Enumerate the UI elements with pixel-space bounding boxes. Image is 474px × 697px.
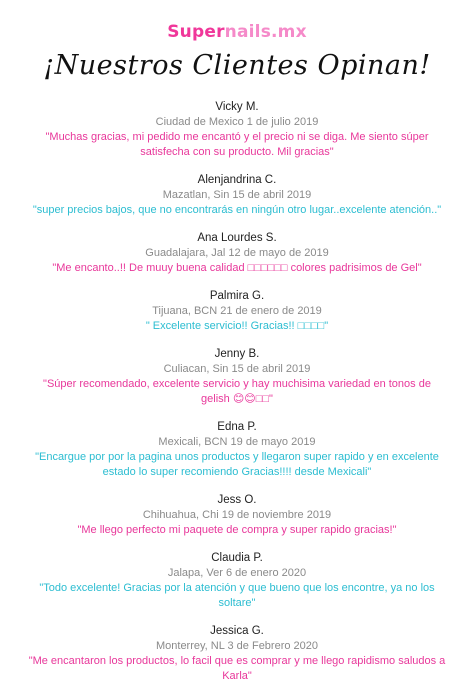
review-location-date: Culiacan, Sin 15 de abril 2019 [163, 363, 311, 375]
reviewer-name: Palmira G. [209, 290, 265, 302]
review-item [0, 289, 474, 334]
review-list [0, 100, 474, 697]
reviewer-name: Jessica G. [210, 625, 264, 637]
reviewer-name: Vicky M. [215, 101, 259, 113]
brand-logo-part2: nails.mx [224, 22, 307, 42]
page-title: ¡Nuestros Clientes Opinan! [43, 50, 431, 81]
review-quote: " Excelente servicio!! Gracias!! □□□□" [145, 320, 329, 332]
review-location-date: Guadalajara, Jal 12 de mayo de 2019 [145, 247, 329, 259]
brand-logo [0, 22, 474, 42]
review-quote: "super precios bajos, que no encontrarás en ningún otro lugar..excelente atención.." [32, 204, 442, 216]
review-location-date: Jalapa, Ver 6 de enero 2020 [167, 567, 307, 579]
reviewer-name: Alenjandrina C. [197, 174, 277, 186]
review-location-date: Mazatlan, Sin 15 de abril 2019 [162, 189, 312, 201]
review-item [0, 624, 474, 684]
review-quote: "Súper recomendado, excelente servicio y hay muchisima variedad en tonos de gelish 😊😊□□" [43, 378, 431, 405]
review-item [0, 420, 474, 480]
review-item [0, 551, 474, 611]
review-item [0, 100, 474, 160]
review-quote: "Encargue por por la pagina unos productos y llegaron super rapido y en excelente estado lo super recomiendo Gracias!!!! desde Mexicali" [35, 451, 439, 478]
review-location-date: Chihuahua, Chi 19 de noviembre 2019 [142, 509, 332, 521]
review-quote: "Me encanto..!! De muuy buena calidad □□□□□□ colores padrisimos de Gel" [52, 262, 422, 274]
reviewer-name: Jess O. [217, 494, 257, 506]
review-quote: "Muchas gracias, mi pedido me encantó y el precio ni se diga. Me siento súper satisfecha con su producto. Mil gracias" [45, 131, 429, 158]
review-quote: "Me llego perfecto mi paquete de compra y super rapido gracias!" [77, 524, 397, 536]
review-location-date: Ciudad de Mexico 1 de julio 2019 [155, 116, 319, 128]
review-item [0, 493, 474, 538]
review-item [0, 231, 474, 276]
reviewer-name: Edna P. [217, 421, 257, 433]
review-location-date: Mexicali, BCN 19 de mayo 2019 [158, 436, 316, 448]
reviewer-name: Ana Lourdes S. [197, 232, 277, 244]
review-location-date: Tijuana, BCN 21 de enero de 2019 [152, 305, 322, 317]
review-location-date: Monterrey, NL 3 de Febrero 2020 [155, 640, 319, 652]
brand-logo-part1: Super [167, 22, 225, 42]
reviewer-name: Jenny B. [214, 348, 260, 360]
review-quote: "Todo excelente! Gracias por la atención y que bueno que los encontre, ya no los soltare" [39, 582, 435, 609]
review-item [0, 173, 474, 218]
review-item [0, 347, 474, 407]
reviewer-name: Claudia P. [211, 552, 263, 564]
review-quote: "Me encantaron los productos, lo facil que es comprar y me llego rapidismo saludos a Karla" [28, 655, 446, 682]
